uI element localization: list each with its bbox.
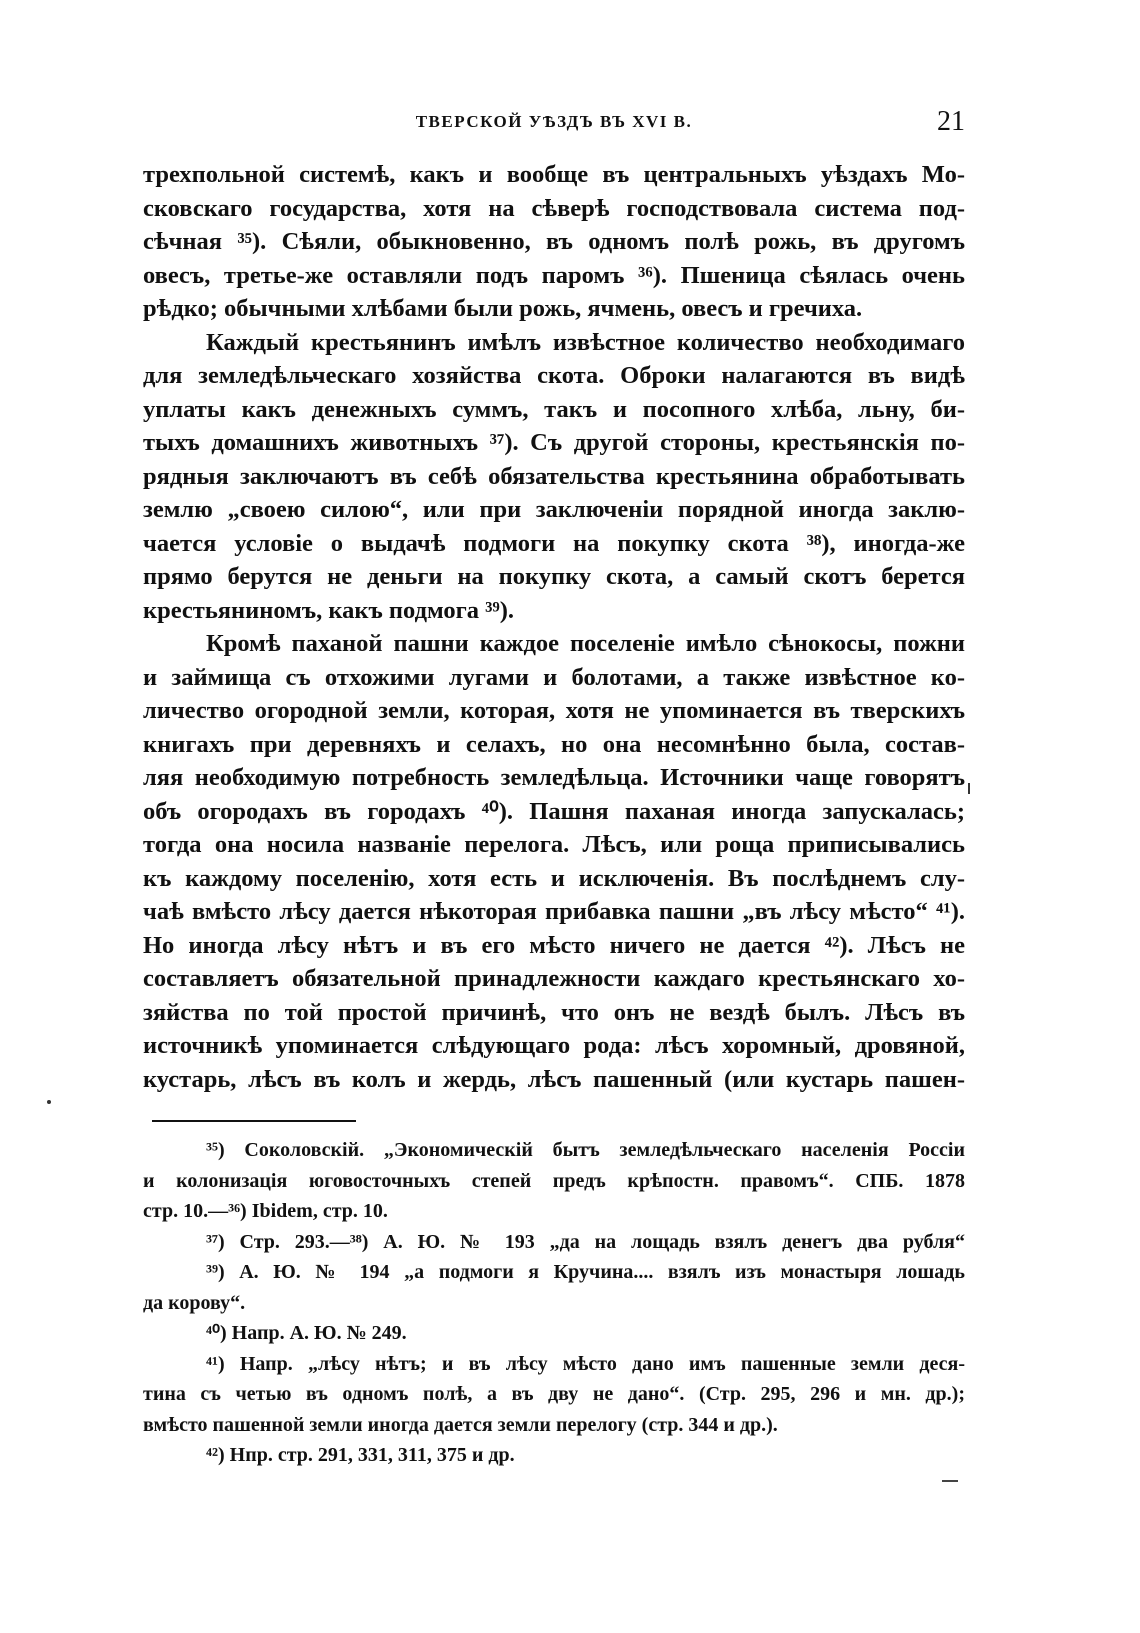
text-line: крестьяниномъ, какъ подмога ³⁹).: [143, 596, 515, 624]
text-line: объ огородахъ въ городахъ ⁴⁰). Пашня паханая иногда запускалась;: [143, 797, 965, 825]
footnote-line: ³⁷) Стр. 293.—³⁸) А. Ю. № 193 „да на лощадь взялъ денегъ два рубля“: [206, 1230, 965, 1253]
footnote-line: ³⁹) А. Ю. № 194 „а подмоги я Кручина.... взялъ изъ монастыря лошадь: [206, 1261, 965, 1283]
text-line: Каждый крестьянинъ имѣлъ извѣстное количество необходимаго: [206, 328, 965, 356]
body-text: [143, 158, 965, 1096]
text-line: къ каждому поселенію, хотя есть и исключенія. Въ послѣднемъ слу-: [143, 864, 965, 892]
scan-speck: [47, 1100, 51, 1104]
text-line: составляетъ обязательной принадлежности каждаго крестьянскаго хо-: [143, 965, 965, 992]
text-line: ляя необходимую потребность земледѣльца. Источники чаще говорятъ: [143, 764, 965, 791]
text-line: Но иногда лѣсу нѣтъ и въ его мѣсто ничего не дается ⁴²). Лѣсъ не: [143, 931, 965, 959]
page-header: [143, 106, 965, 140]
text-line: Кромѣ паханой пашни каждое поселеніе имѣло сѣнокосы, пожни: [206, 630, 965, 657]
footnote-line: да корову“.: [143, 1291, 246, 1314]
text-line: землю „своею силою“, или при заключеніи порядной иногда заклю-: [143, 496, 965, 523]
text-line: тыхъ домашнихъ животныхъ ³⁷). Съ другой стороны, крестьянскія по-: [143, 429, 965, 456]
text-line: и займища съ отхожими лугами и болотами, а также извѣстное ко-: [143, 663, 965, 691]
scan-dash: [942, 1480, 958, 1482]
footnote-line: стр. 10.—³⁶) Ibidem, стр. 10.: [143, 1200, 388, 1222]
text-line: чается условіе о выдачѣ подмоги на покупку скота ³⁸), иногда-же: [143, 529, 965, 557]
footnote-line: и колонизація юговосточныхъ степей предъ крѣпостн. правомъ“. СПБ. 1878: [143, 1169, 965, 1192]
scan-tick: [968, 783, 970, 794]
page-number: 21: [937, 106, 965, 137]
text-line: сковскаго государства, хотя на сѣверѣ господствовала система под-: [143, 194, 965, 222]
text-line: чаѣ вмѣсто лѣсу дается нѣкоторая прибавка пашни „въ лѣсу мѣсто“ ⁴¹).: [143, 898, 965, 925]
text-line: прямо берутся не деньги на покупку скота, а самый скотъ берется: [143, 563, 965, 590]
footnote-line: ⁴⁰) Напр. А. Ю. № 249.: [206, 1322, 407, 1344]
text-line: кустарь, лѣсъ въ колъ и жердь, лѣсъ пашенный (или кустарь пашен-: [143, 1065, 965, 1093]
footnote-line: ⁴²) Нпр. стр. 291, 331, 311, 375 и др.: [206, 1444, 515, 1466]
text-line: тогда она носила названіе перелога. Лѣсъ, или роща приписывались: [143, 831, 965, 858]
footnote-line: тина съ четью въ одномъ полѣ, а въ дву не дано“. (Стр. 295, 296 и мн. др.);: [143, 1383, 965, 1405]
text-line: книгахъ при деревняхъ и селахъ, но она несомнѣнно была, состав-: [143, 730, 965, 758]
text-line: рѣдко; обычными хлѣбами были рожь, ячмень, овесъ и гречиха.: [143, 295, 863, 322]
text-line: рядныя заключаютъ въ себѣ обязательства крестьянина обработывать: [143, 462, 965, 490]
footnotes: [143, 1135, 965, 1471]
footnote-line: ⁴¹) Напр. „лѣсу нѣтъ; и въ лѣсу мѣсто дано имъ пашенные земли деся-: [206, 1352, 965, 1375]
text-line: трехпольной системѣ, какъ и вообще въ центральныхъ уѣздахъ Мо-: [143, 161, 965, 188]
text-line: овесъ, третье-же оставляли подъ паромъ ³⁶). Пшеница сѣялась очень: [143, 261, 965, 289]
text-line: сѣчная ³⁵). Сѣяли, обыкновенно, въ одномъ полѣ рожь, въ другомъ: [143, 228, 965, 255]
text-line: источникѣ упоминается слѣдующаго рода: лѣсъ хоромный, дровяной,: [143, 1032, 965, 1059]
text-line: зяйства по той простой причинѣ, что онъ не вездѣ былъ. Лѣсъ въ: [143, 998, 965, 1026]
text-line: для земледѣльческаго хозяйства скота. Оброки налагаются въ видѣ: [143, 362, 965, 389]
running-title: ТВЕРСКОЙ УѢЗДЪ ВЪ XVI В.: [415, 112, 693, 131]
footnote-line: вмѣсто пашенной земли иногда дается земли перелогу (стр. 344 и др.).: [143, 1413, 778, 1436]
text-line: уплаты какъ денежныхъ суммъ, такъ и посопного хлѣба, льну, би-: [143, 395, 965, 423]
footnote-line: ³⁵) Соколовскій. „Экономическій бытъ земледѣльческаго населенія Россіи: [206, 1139, 965, 1161]
footnote-divider: [152, 1120, 356, 1122]
text-line: личество огородной земли, которая, хотя не упоминается въ тверскихъ: [143, 697, 965, 724]
